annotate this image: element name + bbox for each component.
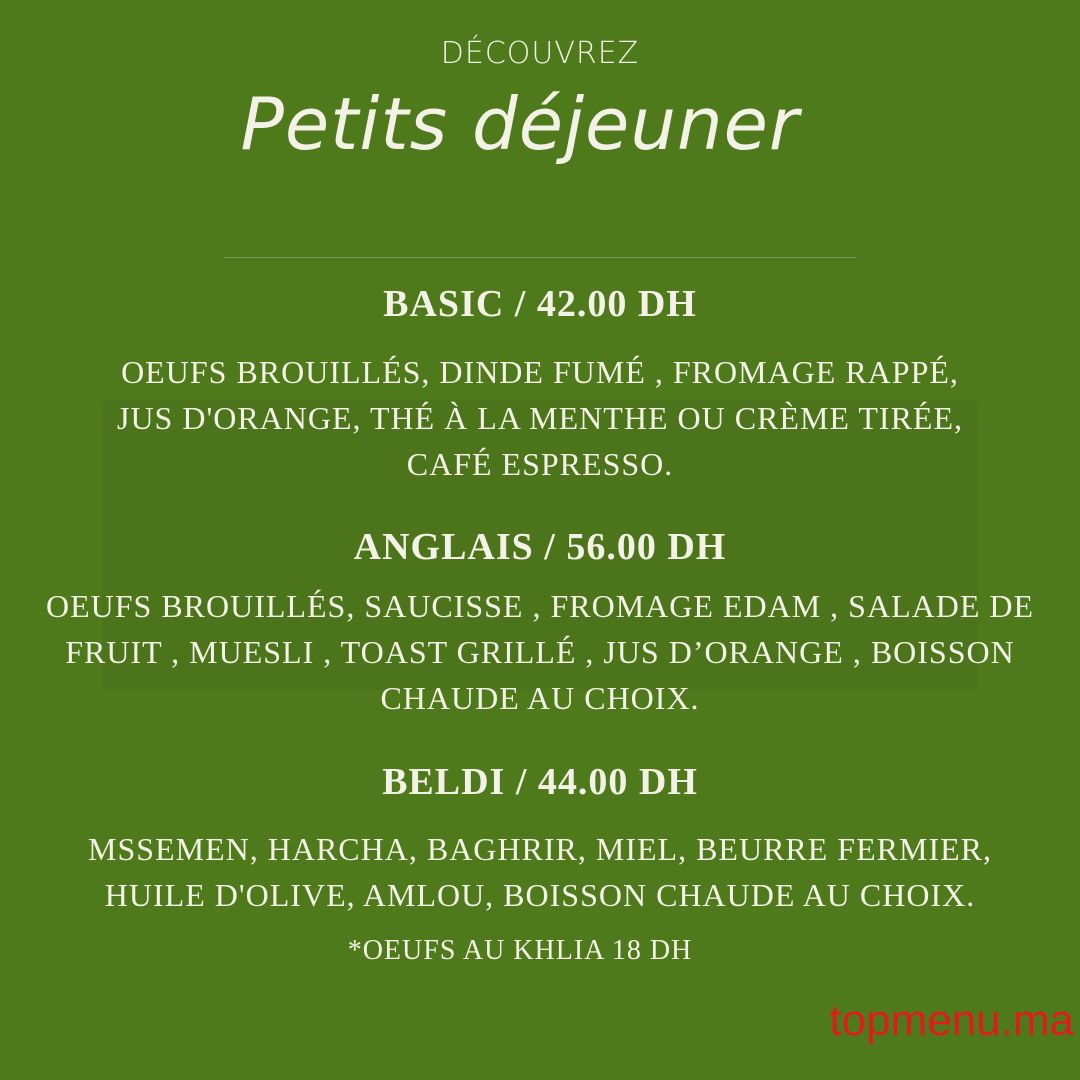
page-title: Petits déjeuner <box>240 82 800 166</box>
menu-description-beldi <box>0 826 1080 918</box>
menu-line: OEUFS BROUILLÉS, SAUCISSE , FROMAGE EDAM , SALADE DE <box>45 588 1035 624</box>
menu-line: FRUIT , MUESLI , TOAST GRILLÉ , JUS D’ORANGE , BOISSON <box>65 634 1015 670</box>
menu-line: JUS D'ORANGE, THÉ À LA MENTHE OU CRÈME TIRÉE, <box>116 400 963 436</box>
site-watermark: topmenu.ma <box>829 996 1074 1045</box>
menu-line: MSSEMEN, HARCHA, BAGHRIR, MIEL, BEURRE FERMIER, <box>88 831 992 867</box>
menu-heading-basic: BASIC / 42.00 DH <box>383 283 697 325</box>
divider <box>224 257 856 258</box>
kicker-text: DÉCOUVREZ <box>440 36 640 71</box>
menu-heading-beldi: BELDI / 44.00 DH <box>382 761 698 803</box>
menu-line: OEUFS BROUILLÉS, DINDE FUMÉ , FROMAGE RAPPÉ, <box>121 354 959 390</box>
menu-note: *OEUFS AU KHLIA 18 DH <box>347 935 693 966</box>
menu-line: CAFÉ ESPRESSO. <box>406 446 674 482</box>
menu-description-basic <box>0 349 1080 487</box>
menu-heading-anglais: ANGLAIS / 56.00 DH <box>353 526 727 568</box>
menu-line: HUILE D'OLIVE, AMLOU, BOISSON CHAUDE AU CHOIX. <box>104 877 976 913</box>
menu-description-anglais <box>0 583 1080 721</box>
menu-line: CHAUDE AU CHOIX. <box>380 680 700 716</box>
